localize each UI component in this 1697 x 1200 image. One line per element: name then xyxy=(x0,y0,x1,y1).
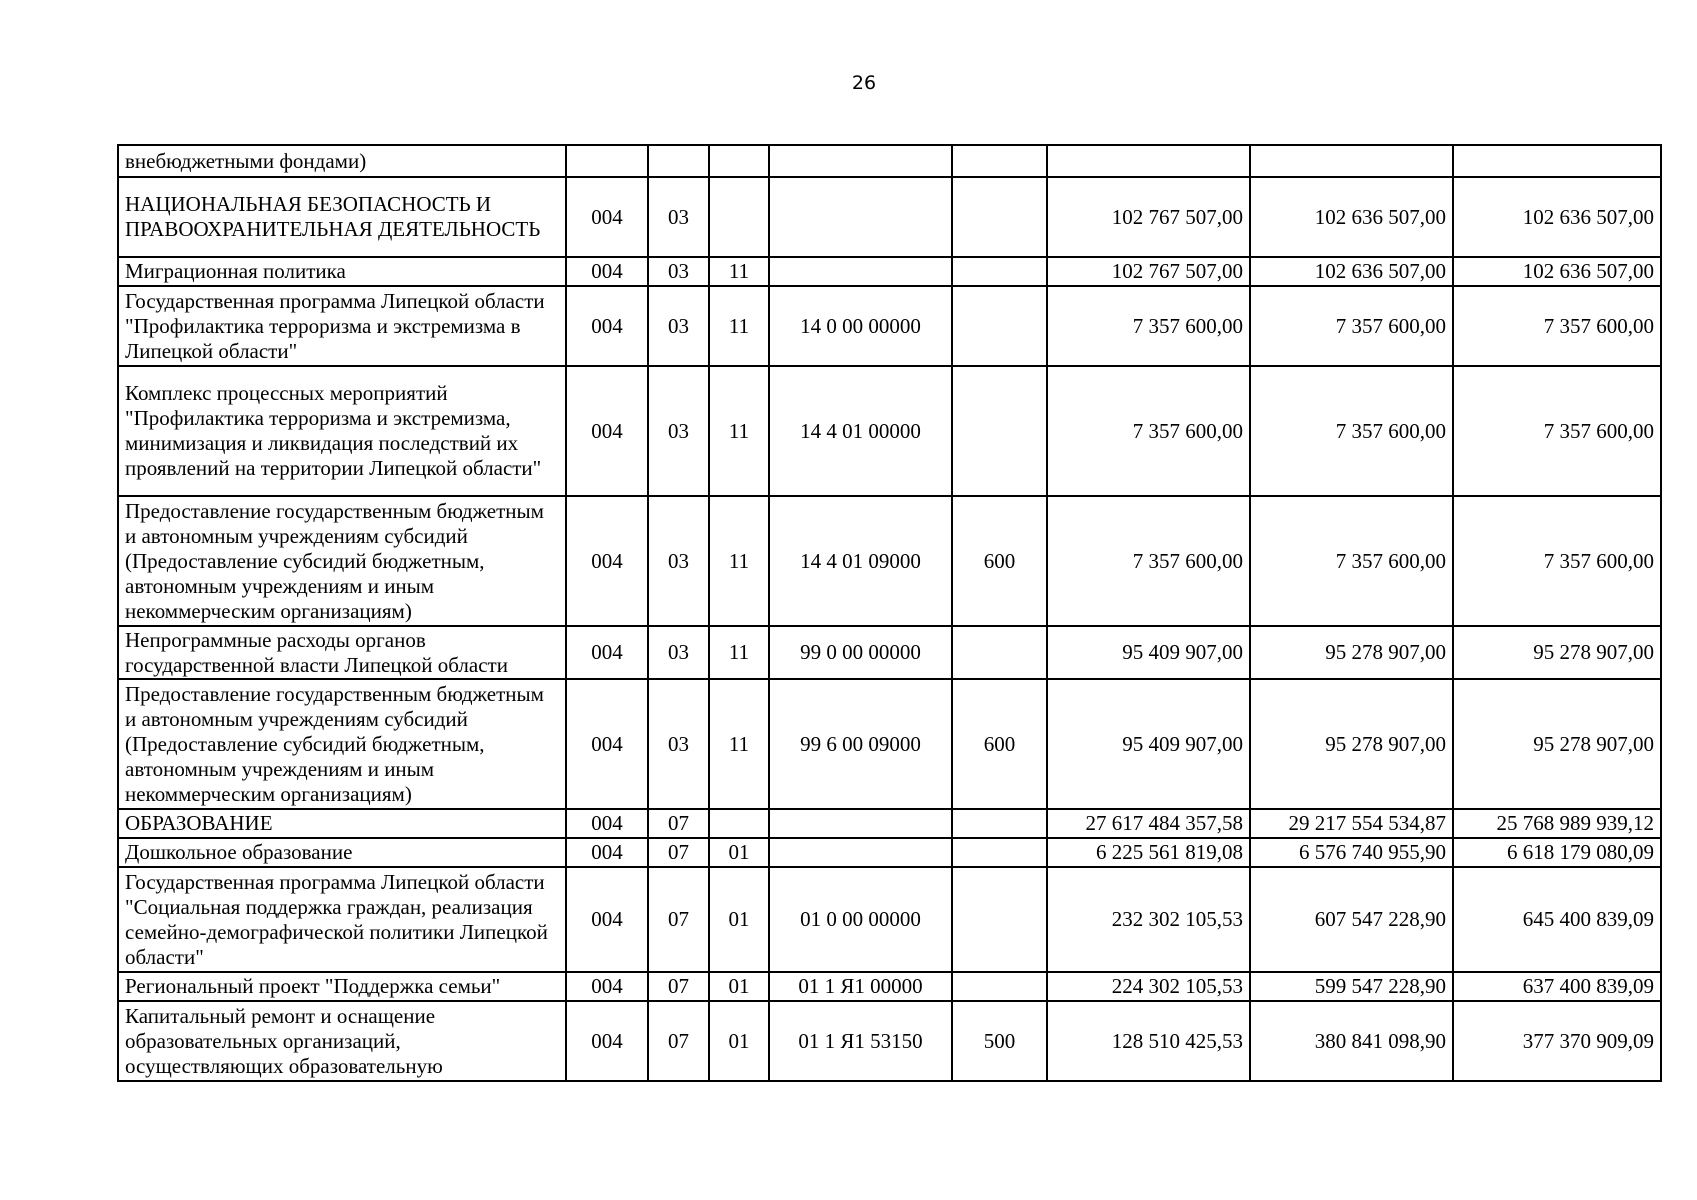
cell-section: 03 xyxy=(648,257,709,286)
cell-subsection: 01 xyxy=(709,972,769,1001)
page-number: 26 xyxy=(851,72,877,94)
cell-expense-type xyxy=(952,257,1047,286)
cell-expense-type xyxy=(952,838,1047,867)
cell-section: 03 xyxy=(648,366,709,496)
cell-section xyxy=(648,145,709,177)
cell-name: Непрограммные расходы органов государственной власти Липецкой области xyxy=(118,626,566,679)
cell-target-article xyxy=(769,145,952,177)
cell-expense-type: 500 xyxy=(952,1001,1047,1081)
cell-name: внебюджетными фондами) xyxy=(118,145,566,177)
table-row xyxy=(118,838,1661,867)
cell-amount-year1: 224 302 105,53 xyxy=(1047,972,1250,1001)
cell-amount-year1: 128 510 425,53 xyxy=(1047,1001,1250,1081)
table-row xyxy=(118,972,1661,1001)
cell-expense-type: 600 xyxy=(952,496,1047,626)
cell-subsection: 11 xyxy=(709,496,769,626)
cell-amount-year3: 95 278 907,00 xyxy=(1453,679,1661,809)
cell-amount-year3: 7 357 600,00 xyxy=(1453,286,1661,366)
cell-target-article: 01 1 Я1 53150 xyxy=(769,1001,952,1081)
table-row xyxy=(118,177,1661,257)
cell-ved: 004 xyxy=(566,809,648,838)
cell-section: 03 xyxy=(648,177,709,257)
cell-target-article: 14 4 01 00000 xyxy=(769,366,952,496)
cell-expense-type: 600 xyxy=(952,679,1047,809)
cell-expense-type xyxy=(952,867,1047,972)
cell-amount-year2: 95 278 907,00 xyxy=(1250,679,1453,809)
cell-subsection: 11 xyxy=(709,679,769,809)
cell-name: Дошкольное образование xyxy=(118,838,566,867)
cell-expense-type xyxy=(952,366,1047,496)
cell-amount-year3: 637 400 839,09 xyxy=(1453,972,1661,1001)
cell-target-article xyxy=(769,177,952,257)
cell-subsection xyxy=(709,145,769,177)
cell-amount-year3: 377 370 909,09 xyxy=(1453,1001,1661,1081)
cell-amount-year2 xyxy=(1250,145,1453,177)
cell-target-article xyxy=(769,809,952,838)
cell-amount-year1: 232 302 105,53 xyxy=(1047,867,1250,972)
cell-name: Региональный проект "Поддержка семьи" xyxy=(118,972,566,1001)
cell-expense-type xyxy=(952,177,1047,257)
table-row xyxy=(118,366,1661,496)
cell-section: 07 xyxy=(648,1001,709,1081)
cell-subsection: 11 xyxy=(709,286,769,366)
table-row xyxy=(118,496,1661,626)
cell-amount-year2: 95 278 907,00 xyxy=(1250,626,1453,679)
cell-section: 03 xyxy=(648,626,709,679)
cell-amount-year1: 6 225 561 819,08 xyxy=(1047,838,1250,867)
cell-amount-year2: 7 357 600,00 xyxy=(1250,286,1453,366)
cell-amount-year3: 102 636 507,00 xyxy=(1453,177,1661,257)
cell-name: Государственная программа Липецкой области "Социальная поддержка граждан, реализация семейно-демографической политики Липецкой области" xyxy=(118,867,566,972)
cell-subsection: 01 xyxy=(709,838,769,867)
cell-amount-year2: 102 636 507,00 xyxy=(1250,257,1453,286)
cell-name: Комплекс процессных мероприятий "Профилактика терроризма и экстремизма, минимизация и ликвидация последствий их проявлений на территории Липецкой области" xyxy=(118,366,566,496)
cell-amount-year3: 6 618 179 080,09 xyxy=(1453,838,1661,867)
cell-amount-year1: 7 357 600,00 xyxy=(1047,366,1250,496)
cell-target-article: 14 0 00 00000 xyxy=(769,286,952,366)
cell-amount-year3: 102 636 507,00 xyxy=(1453,257,1661,286)
cell-amount-year2: 607 547 228,90 xyxy=(1250,867,1453,972)
cell-target-article xyxy=(769,838,952,867)
cell-amount-year3: 95 278 907,00 xyxy=(1453,626,1661,679)
table-row xyxy=(118,1001,1661,1081)
cell-section: 07 xyxy=(648,809,709,838)
cell-amount-year3: 25 768 989 939,12 xyxy=(1453,809,1661,838)
cell-amount-year1: 102 767 507,00 xyxy=(1047,257,1250,286)
cell-ved: 004 xyxy=(566,286,648,366)
cell-target-article: 01 0 00 00000 xyxy=(769,867,952,972)
cell-target-article: 01 1 Я1 00000 xyxy=(769,972,952,1001)
cell-target-article: 99 6 00 09000 xyxy=(769,679,952,809)
table-row xyxy=(118,286,1661,366)
cell-amount-year2: 7 357 600,00 xyxy=(1250,366,1453,496)
cell-ved: 004 xyxy=(566,972,648,1001)
cell-target-article: 14 4 01 09000 xyxy=(769,496,952,626)
table-row xyxy=(118,145,1661,177)
cell-amount-year3 xyxy=(1453,145,1661,177)
cell-ved: 004 xyxy=(566,867,648,972)
cell-name: Предоставление государственным бюджетным и автономным учреждениям субсидий (Предоставление субсидий бюджетным, автономным учреждениям и иным некоммерческим организациям) xyxy=(118,496,566,626)
cell-amount-year1: 7 357 600,00 xyxy=(1047,496,1250,626)
cell-section: 07 xyxy=(648,838,709,867)
cell-amount-year3: 645 400 839,09 xyxy=(1453,867,1661,972)
cell-name: Предоставление государственным бюджетным и автономным учреждениям субсидий (Предоставление субсидий бюджетным, автономным учреждениям и иным некоммерческим организациям) xyxy=(118,679,566,809)
cell-amount-year2: 29 217 554 534,87 xyxy=(1250,809,1453,838)
cell-subsection: 11 xyxy=(709,257,769,286)
cell-section: 03 xyxy=(648,286,709,366)
cell-amount-year3: 7 357 600,00 xyxy=(1453,496,1661,626)
cell-name: НАЦИОНАЛЬНАЯ БЕЗОПАСНОСТЬ И ПРАВООХРАНИТЕЛЬНАЯ ДЕЯТЕЛЬНОСТЬ xyxy=(118,177,566,257)
table-row xyxy=(118,867,1661,972)
cell-name: ОБРАЗОВАНИЕ xyxy=(118,809,566,838)
cell-section: 07 xyxy=(648,867,709,972)
cell-ved: 004 xyxy=(566,838,648,867)
cell-expense-type xyxy=(952,145,1047,177)
cell-subsection: 01 xyxy=(709,867,769,972)
cell-subsection xyxy=(709,177,769,257)
cell-amount-year2: 599 547 228,90 xyxy=(1250,972,1453,1001)
cell-amount-year1 xyxy=(1047,145,1250,177)
cell-ved: 004 xyxy=(566,257,648,286)
table-row xyxy=(118,679,1661,809)
cell-expense-type xyxy=(952,286,1047,366)
table-row xyxy=(118,626,1661,679)
cell-amount-year1: 95 409 907,00 xyxy=(1047,626,1250,679)
cell-amount-year2: 6 576 740 955,90 xyxy=(1250,838,1453,867)
cell-amount-year3: 7 357 600,00 xyxy=(1453,366,1661,496)
cell-ved: 004 xyxy=(566,496,648,626)
table-row xyxy=(118,809,1661,838)
cell-amount-year1: 7 357 600,00 xyxy=(1047,286,1250,366)
cell-amount-year2: 102 636 507,00 xyxy=(1250,177,1453,257)
cell-section: 07 xyxy=(648,972,709,1001)
cell-amount-year2: 7 357 600,00 xyxy=(1250,496,1453,626)
cell-section: 03 xyxy=(648,496,709,626)
cell-target-article: 99 0 00 00000 xyxy=(769,626,952,679)
cell-name: Государственная программа Липецкой области "Профилактика терроризма и экстремизма в Липецкой области" xyxy=(118,286,566,366)
cell-subsection xyxy=(709,809,769,838)
cell-ved xyxy=(566,145,648,177)
cell-subsection: 01 xyxy=(709,1001,769,1081)
cell-amount-year1: 27 617 484 357,58 xyxy=(1047,809,1250,838)
cell-ved: 004 xyxy=(566,1001,648,1081)
budget-table xyxy=(117,144,1662,1082)
cell-subsection: 11 xyxy=(709,366,769,496)
cell-amount-year1: 95 409 907,00 xyxy=(1047,679,1250,809)
cell-ved: 004 xyxy=(566,679,648,809)
cell-ved: 004 xyxy=(566,366,648,496)
cell-name: Миграционная политика xyxy=(118,257,566,286)
table-row xyxy=(118,257,1661,286)
cell-expense-type xyxy=(952,809,1047,838)
cell-amount-year1: 102 767 507,00 xyxy=(1047,177,1250,257)
cell-name: Капитальный ремонт и оснащение образовательных организаций, осуществляющих образовательную xyxy=(118,1001,566,1081)
cell-expense-type xyxy=(952,626,1047,679)
cell-subsection: 11 xyxy=(709,626,769,679)
cell-expense-type xyxy=(952,972,1047,1001)
cell-section: 03 xyxy=(648,679,709,809)
cell-ved: 004 xyxy=(566,626,648,679)
cell-ved: 004 xyxy=(566,177,648,257)
cell-amount-year2: 380 841 098,90 xyxy=(1250,1001,1453,1081)
cell-target-article xyxy=(769,257,952,286)
